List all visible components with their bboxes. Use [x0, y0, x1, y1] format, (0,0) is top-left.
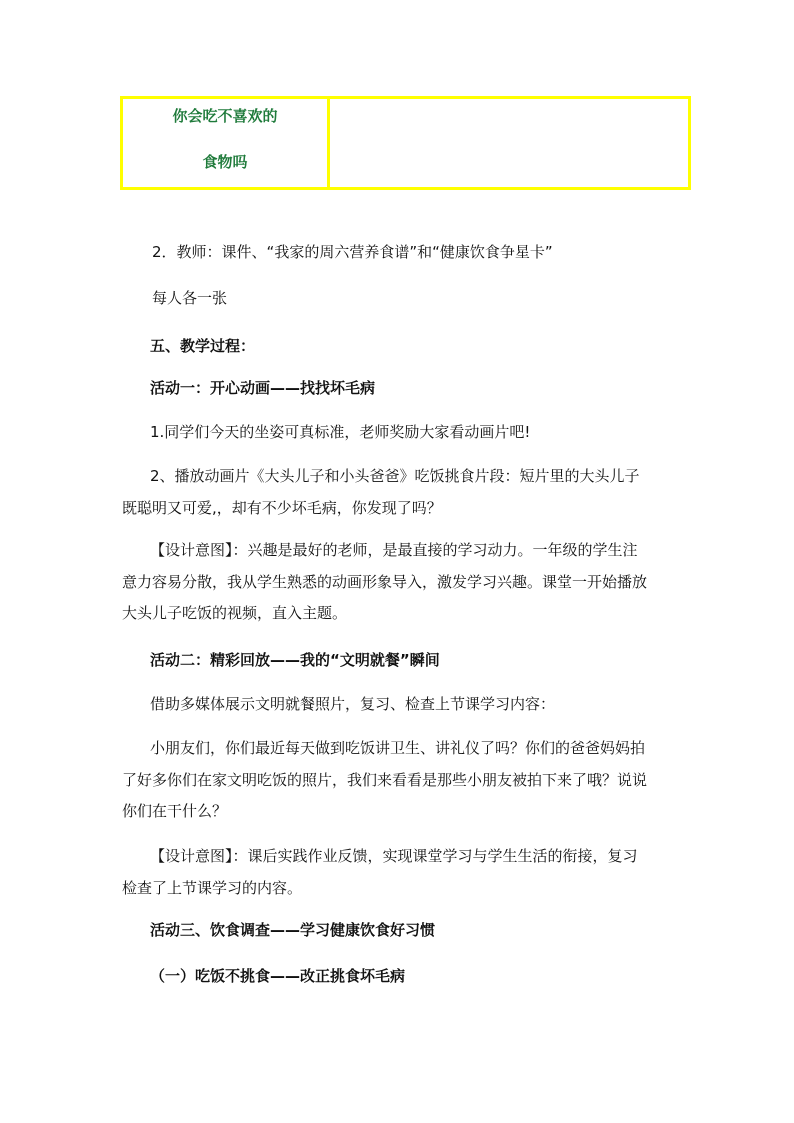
activity1-paragraph1: 1.同学们今天的坐姿可真标准，老师奖励大家看动画片吧! — [150, 423, 531, 441]
activity2-heading: 活动二：精彩回放——我的“文明就餐”瞬间 — [150, 651, 440, 669]
activity1-paragraph2-line2: 既聪明又可爱,，却有不少坏毛病，你发现了吗？ — [122, 499, 442, 517]
activity2-paragraph1: 借助多媒体展示文明就餐照片，复习、检查上节课学习内容： — [150, 695, 556, 713]
design-intent2-line2: 检查了上节课学习的内容。 — [122, 879, 303, 897]
design-intent1-line3: 大头儿子吃饭的视频，直入主题。 — [122, 604, 348, 622]
design-intent2-line1: 【设计意图】：课后实践作业反馈，实现课堂学习与学生生活的衔接，复习 — [150, 847, 638, 865]
design-intent1-line1: 【设计意图】：兴趣是最好的老师，是最直接的学习动力。一年级的学生注 — [150, 541, 638, 559]
subsection1-heading: （一）吃饭不挑食——改正挑食坏毛病 — [150, 967, 406, 985]
activity1-heading: 活动一：开心动画——找找坏毛病 — [150, 379, 376, 397]
table-question-line1: 你会吃不喜欢的 — [172, 107, 278, 125]
activity2-paragraph2-line2: 了好多你们在家文明吃饭的照片，我们来看看是那些小朋友被拍下来了哦？说说 — [122, 771, 648, 789]
teacher-preparation: 2．教师：课件、“我家的周六营养食谱”和“健康饮食争星卡” — [152, 243, 553, 261]
activity3-heading: 活动三、饮食调查——学习健康饮食好习惯 — [150, 921, 436, 939]
section5-heading: 五、教学过程： — [150, 337, 256, 355]
activity2-paragraph2-line1: 小朋友们，你们最近每天做到吃饭讲卫生、讲礼仪了吗？你们的爸爸妈妈拍 — [150, 739, 646, 757]
table-right-cell — [330, 99, 688, 187]
each-one-note: 每人各一张 — [152, 289, 228, 307]
design-intent1-line2: 意力容易分散，我从学生熟悉的动画形象导入，激发学习兴趣。课堂一开始播放 — [122, 573, 648, 591]
activity2-paragraph2-line3: 你们在干什么？ — [122, 802, 228, 820]
activity1-paragraph2-line1: 2、播放动画片《大头儿子和小头爸爸》吃饭挑食片段：短片里的大头儿子 — [150, 467, 640, 485]
yellow-bordered-table — [120, 96, 691, 190]
table-left-cell — [123, 99, 330, 187]
table-question-line2: 食物吗 — [202, 153, 248, 171]
